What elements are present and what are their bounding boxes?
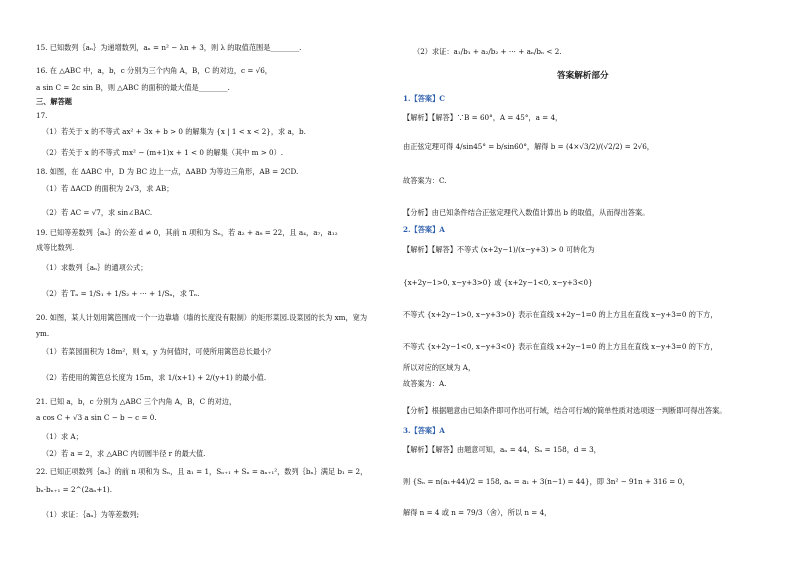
question-18: 18. 如图，在 ΔABC 中，D 为 BC 边上一点，ΔABD 为等边三角形，AB = 2CD. [36,167,299,176]
question-16-cont: a sin C = 2c sin B，则 △ABC 的面积的最大值是________. [36,83,230,92]
answer-1-conclusion: 故答案为：C. [403,176,447,185]
answer-3-tag: 3.【答案】A [403,426,445,435]
question-22-cont: bₙ·bₙ₊₁ = 2^(2aₙ+1). [36,485,113,494]
question-17-part1: （1）若关于 x 的不等式 ax² + 3x + b > 0 的解集为 {x | 1 < x < 2}，求 a，b. [42,127,306,136]
question-20: 20. 如图，某人计划用篱笆围成一个一边靠墙（墙的长度没有限制）的矩形菜园.设菜园的长为 xm，宽为 [36,313,368,322]
question-15: 15. 已知数列｛aₙ｝为递增数列，aₙ = n² − λn + 3，则 λ 的取值范围是________. [36,43,302,52]
question-22-part1: （1）求证：｛aₙ｝为等差数列; [42,510,140,519]
question-21-part2: （2）若 a = 2，求 △ABC 内切圆半径 r 的最大值. [42,449,206,458]
answer-3-solution: 解得 n = 4 或 n = 79/3（舍），所以 n = 4， [403,508,552,517]
answer-1-commentary: 【分析】由已知条件结合正弦定理代入数值计算出 b 的取值，从而得出答案。 [403,208,650,217]
right-column [397,0,794,561]
question-21-cont: a cos C + √3 a sin C − b − c = 0. [36,413,157,422]
answer-2-analysis: 【解析】【解答】不等式 (x+2y−1)/(x−y+3) > 0 可转化为 [403,245,595,254]
section-heading-answer-questions: 三、解答题 [36,97,72,106]
question-19-part1: （1）求数列｛aₙ｝的通项公式； [42,263,148,272]
answer-2-commentary: 【分析】根据题意由已知条件即可作出可行域，结合可行域的简单性质对选项逐一判断即可得出答案。 [403,406,727,415]
answer-3-system: 则 {Sₙ = n(a₁+44)/2 = 158, aₙ = a₁ + 3(n−1) = 44}，即 3n² − 91n + 316 = 0， [403,477,690,486]
answer-2-conclusion: 故答案为：A. [403,379,447,388]
question-22-part2: （2）求证：a₁/b₁ + a₂/b₂ + ⋯ + aₙ/bₙ < 2. [413,47,562,56]
answer-3-analysis: 【解析】【解答】由题意可知，aₙ = 44，Sₙ = 158，d = 3， [403,445,601,454]
question-19-part2: （2）若 Tₙ = 1/S₁ + 1/S₂ + ⋯ + 1/Sₙ，求 Tₙ. [42,289,200,298]
answer-2-systems: {x+2y−1>0, x−y+3>0} 或 {x+2y−1<0, x−y+3<0} [403,278,593,287]
question-21-part1: （1）求 A； [42,432,83,441]
question-20-part2: （2）若使用的篱笆总长度为 15m，求 1/(x+1) + 2/(y+1) 的最小值. [42,373,267,382]
answer-2-region-1: 不等式 {x+2y−1>0, x−y+3>0} 表示在直线 x+2y−1=0 的上方且在直线 x−y+3=0 的下方， [403,310,718,319]
question-17: 17. [36,111,48,120]
answer-2-region-result: 所以对应的区域为 A， [403,363,476,372]
question-19: 19. 已知等差数列｛aₙ｝的公差 d ≠ 0，其前 n 项和为 Sₙ，若 a₂ + a₈ = 22，且 a₄，a₇，a₁₂ [36,228,338,237]
question-18-part2: （2）若 AC = √7，求 sin∠BAC. [42,208,153,217]
answer-1-tag: 1.【答案】C [403,94,445,103]
answer-2-tag: 2.【答案】A [403,225,445,234]
question-21: 21. 已知 a，b，c 分别为 △ABC 三个内角 A，B，C 的对边， [36,397,237,406]
question-18-part1: （1）若 ΔACD 的面积为 2√3，求 AB； [42,184,174,193]
question-22: 22. 已知正项数列｛aₙ｝的前 n 项和为 Sₙ，且 a₁ = 1，Sₙ₊₁ + Sₙ = aₙ₊₁²，数列｛bₙ｝满足 b₁ = 2， [36,467,368,476]
question-17-part2: （2）若关于 x 的不等式 mx² − (m+1)x + 1 < 0 的解集（其中 m > 0）. [42,148,284,157]
question-20-part1: （1）若菜园面积为 18m²，则 x，y 为何值时，可使所用篱笆总长最小？ [42,347,275,356]
question-20-cont: ym. [36,329,50,338]
question-19-cont: 成等比数列. [36,243,75,252]
question-16: 16. 在 △ABC 中，a，b，c 分别为三个内角 A，B，C 的对边，c = √6， [36,66,272,75]
answer-2-region-2: 不等式 {x+2y−1<0, x−y+3<0} 表示在直线 x+2y−1=0 的上方且在直线 x−y+3=0 的下方， [403,342,718,351]
answer-1-sine-rule: 由正弦定理可得 4/sin45° = b/sin60°，解得 b = (4×√3/2)/(√2/2) = 2√6， [403,142,654,151]
answer-1-analysis: 【解析】【解答】∵B = 60°，A = 45°，a = 4， [403,113,563,122]
answer-section-title: 答案解析部分 [557,71,609,81]
